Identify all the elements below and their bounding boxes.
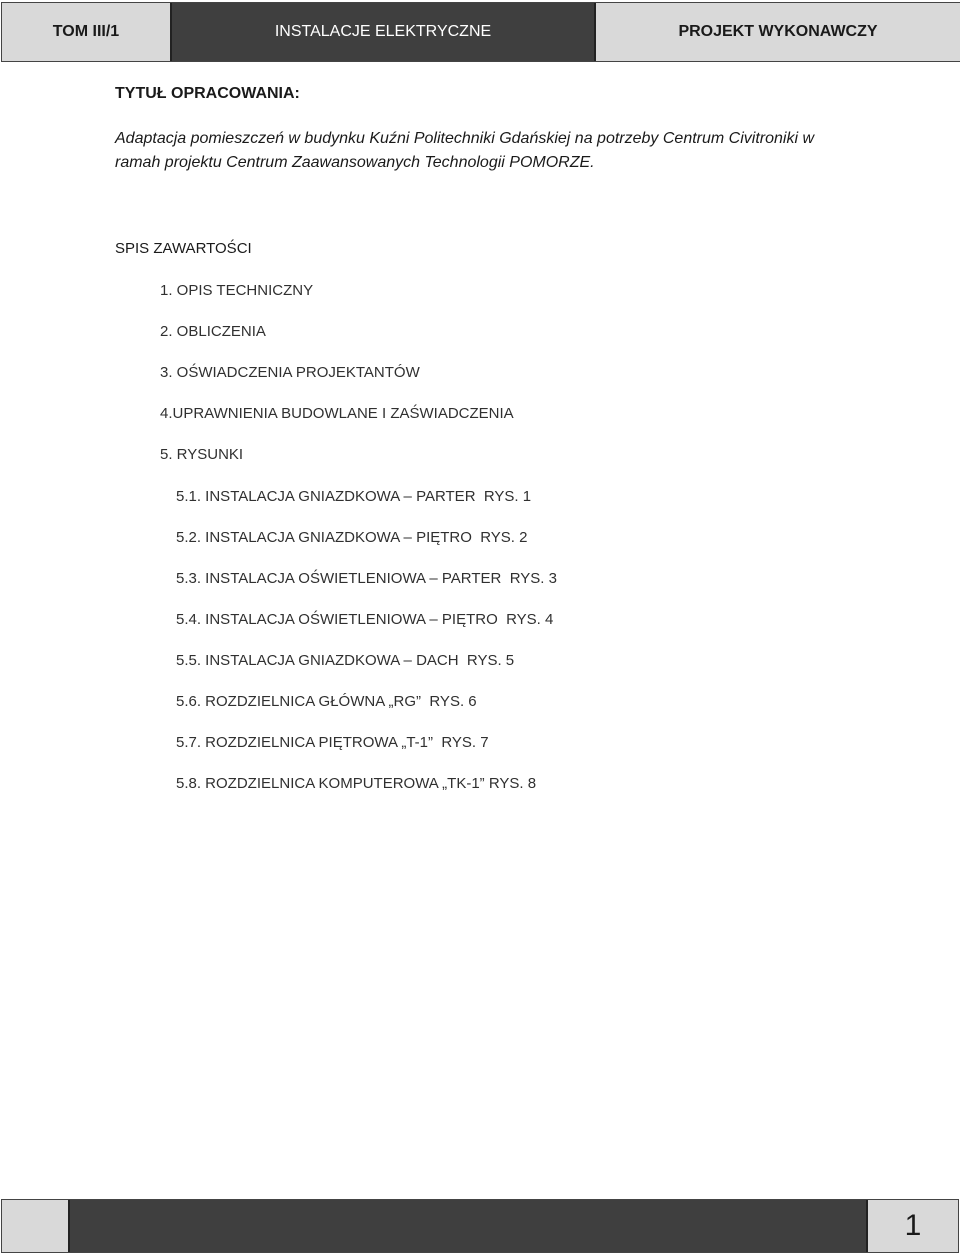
toc-item: 5.1. INSTALACJA GNIAZDKOWA – PARTER RYS. 1 (176, 488, 532, 505)
volume-label: TOM III/1 (2, 3, 172, 61)
toc-item: 5.5. INSTALACJA GNIAZDKOWA – DACH RYS. 5 (176, 652, 515, 669)
title-label: TYTUŁ OPRACOWANIA: (115, 85, 300, 102)
toc-item: 5.4. INSTALACJA OŚWIETLENIOWA – PIĘTRO RYS. 4 (176, 611, 554, 628)
toc-item: 5.8. ROZDZIELNICA KOMPUTEROWA „TK-1” RYS. 8 (176, 775, 537, 792)
discipline-label: INSTALACJE ELEKTRYCZNE (172, 3, 596, 61)
toc-item: 5.2. INSTALACJA GNIAZDKOWA – PIĘTRO RYS. 2 (176, 529, 528, 546)
toc-item: 3. OŚWIADCZENIA PROJEKTANTÓW (160, 364, 420, 381)
toc-item: 5.3. INSTALACJA OŚWIETLENIOWA – PARTER RYS. 3 (176, 570, 557, 587)
toc-item: 1. OPIS TECHNICZNY (160, 282, 314, 299)
toc-item: 5.7. ROZDZIELNICA PIĘTROWA „T-1” RYS. 7 (176, 734, 489, 751)
toc-item: 2. OBLICZENIA (160, 323, 266, 340)
toc-item: 4.UPRAWNIENIA BUDOWLANE I ZAŚWIADCZENIA (160, 405, 514, 422)
page-number: 1 (868, 1200, 958, 1252)
footer-middle-bar (70, 1200, 868, 1252)
page-footer (1, 1199, 959, 1253)
toc-item: 5. RYSUNKI (160, 446, 244, 463)
document-title: Adaptacja pomieszczeń w budynku Kuźni Politechniki Gdańskiej na potrzeby Centrum Civitroniki w ramah projektu Centrum Zaawansowanych Technologii POMORZE. (115, 130, 814, 171)
toc-heading: SPIS ZAWARTOŚCI (115, 240, 252, 257)
footer-left-cell (2, 1200, 70, 1252)
toc-item: 5.6. ROZDZIELNICA GŁÓWNA „RG” RYS. 6 (176, 693, 477, 710)
stage-label: PROJEKT WYKONAWCZY (596, 3, 960, 61)
